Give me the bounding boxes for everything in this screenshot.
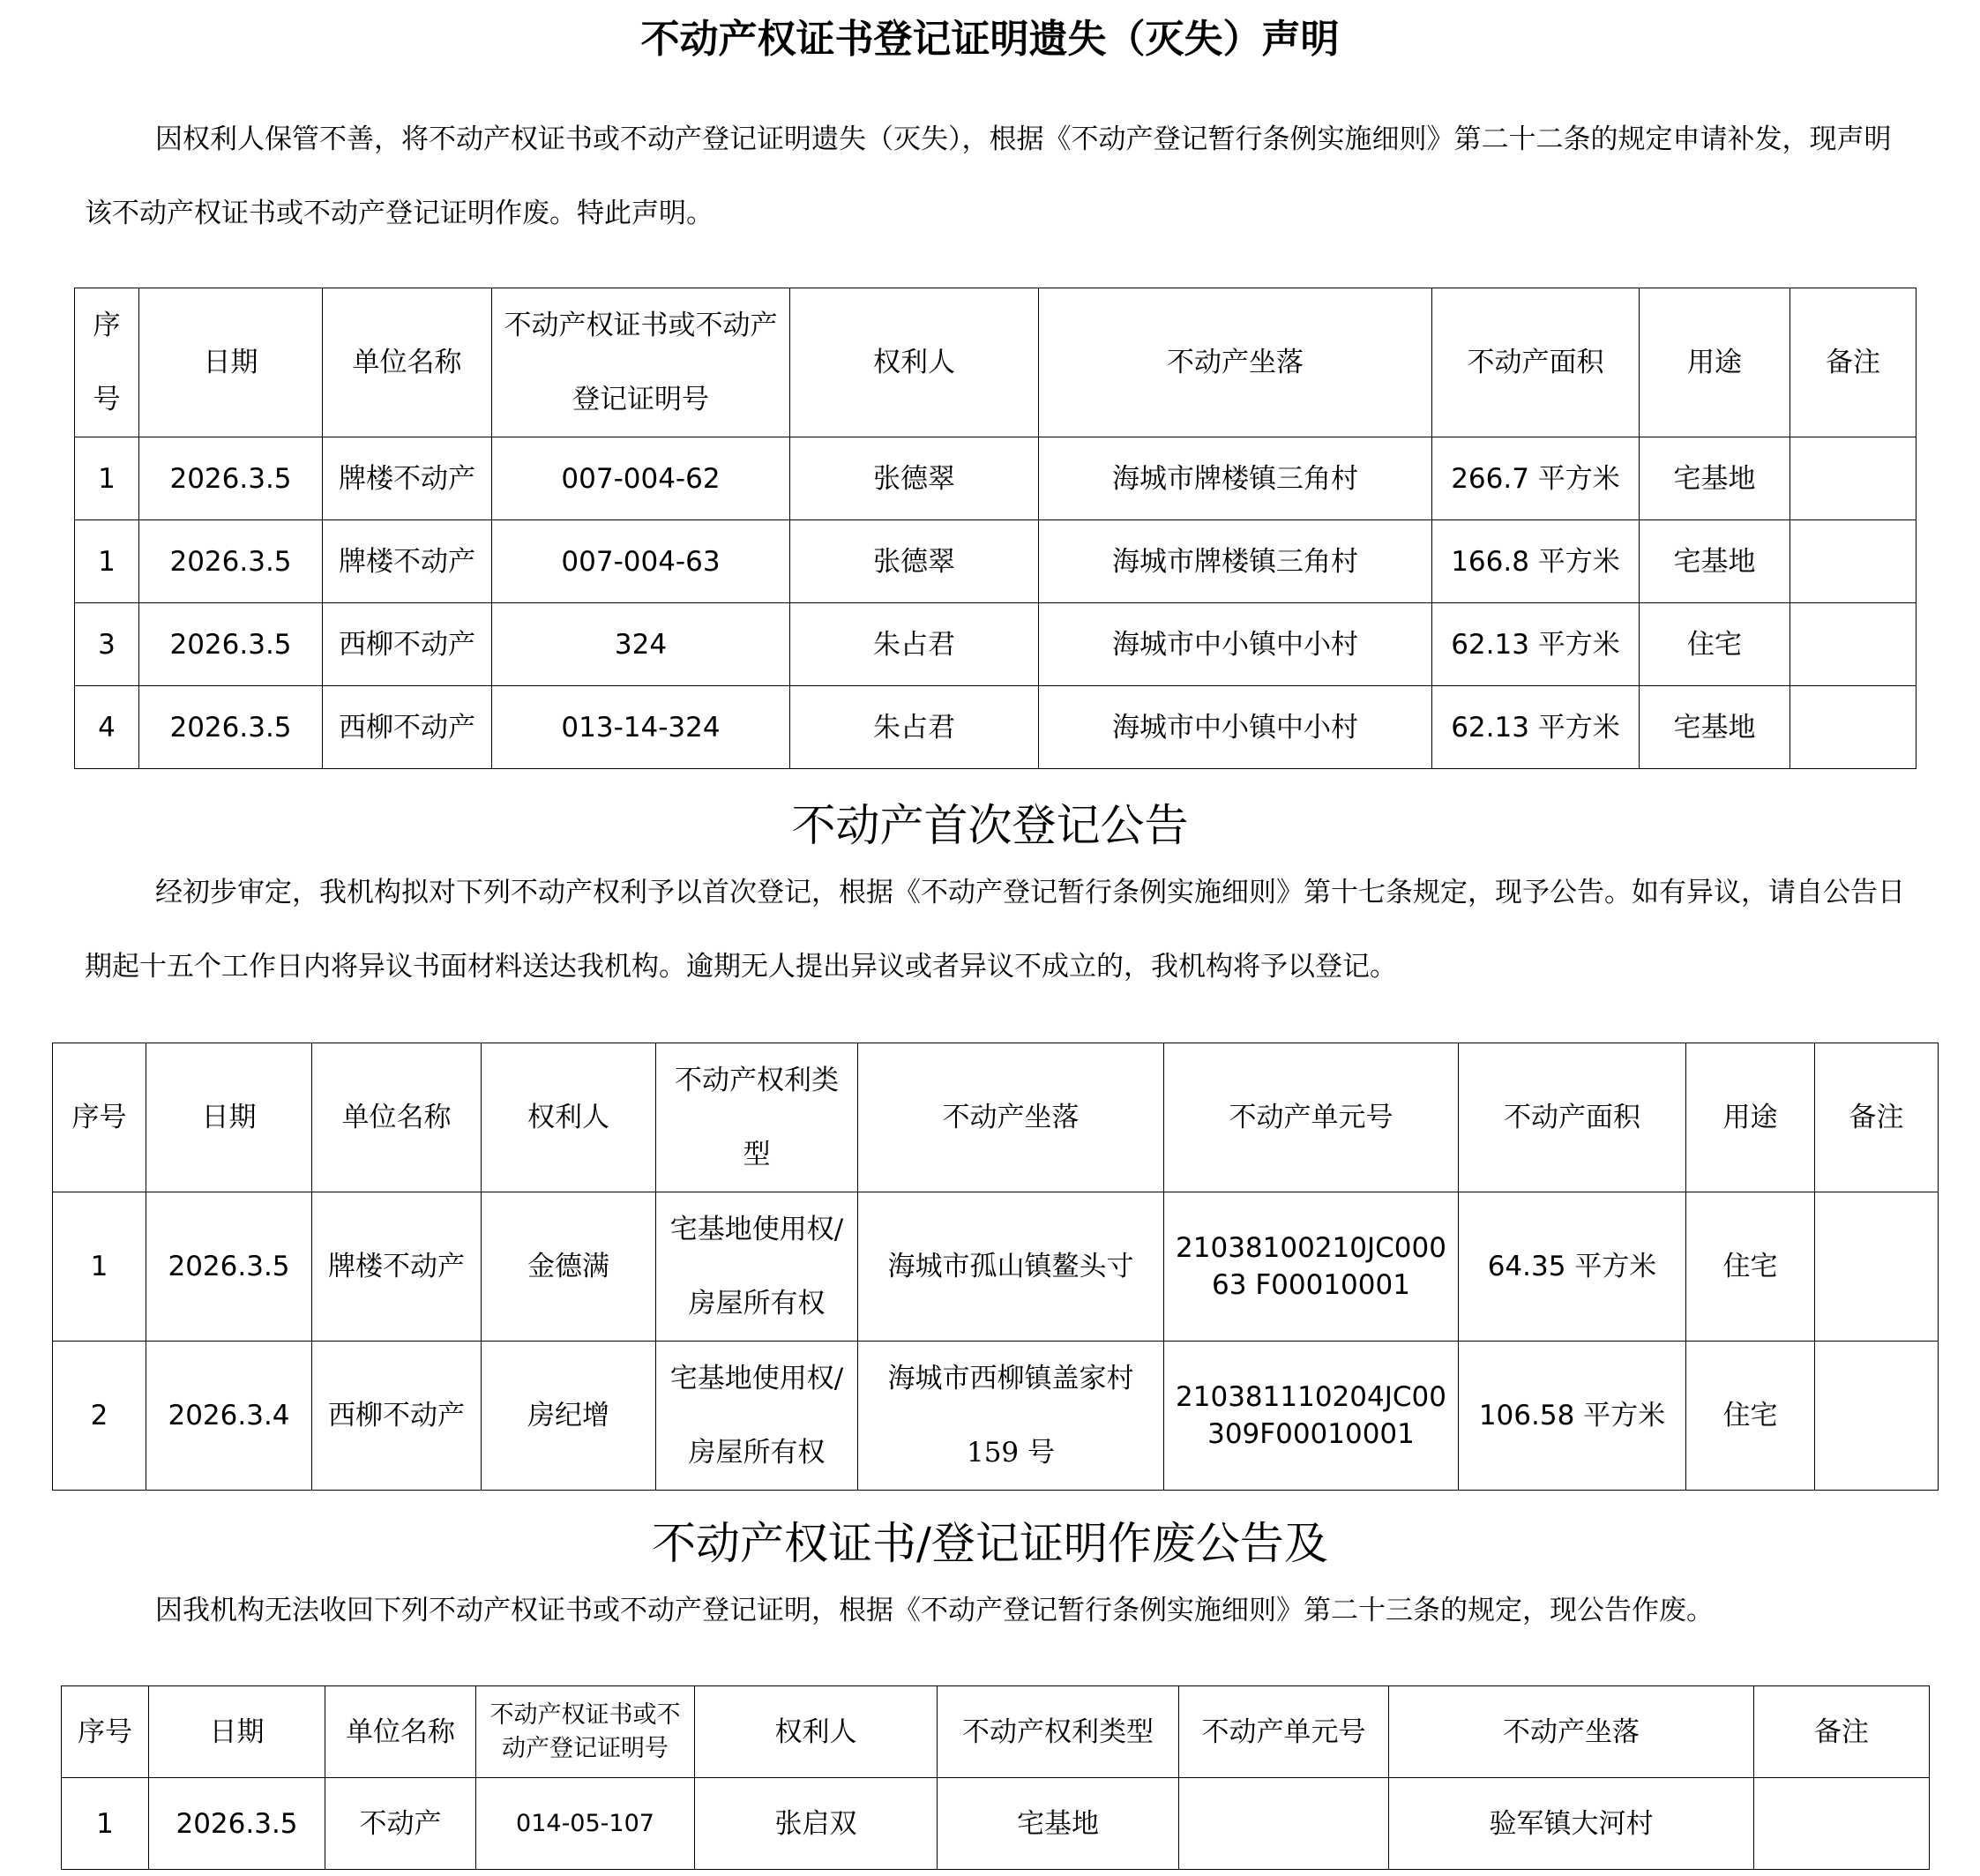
- col-header: 不动产面积: [1459, 1043, 1686, 1192]
- cell: 牌楼不动产: [323, 437, 492, 520]
- cell: 62.13 平方米: [1432, 686, 1640, 769]
- col-header: 备注: [1754, 1686, 1930, 1778]
- cell: 金德满: [482, 1192, 656, 1342]
- cell: 2026.3.5: [139, 603, 323, 686]
- table-header-row: [75, 288, 1916, 437]
- table-header-row: [62, 1686, 1930, 1778]
- cell: 牌楼不动产: [312, 1192, 482, 1342]
- cell: 宅基地使用权/房屋所有权: [656, 1342, 858, 1491]
- col-header: 不动产面积: [1432, 288, 1640, 437]
- cell: 海城市牌楼镇三角村: [1039, 520, 1432, 603]
- cell: 住宅: [1686, 1342, 1815, 1491]
- void-notice-title: 不动产权证书/登记证明作废公告及: [652, 1518, 1328, 1569]
- cell: 4: [75, 686, 139, 769]
- loss-statement-title: 不动产权证书登记证明遗失（灭失）声明: [640, 17, 1340, 62]
- cell: 西柳不动产: [312, 1342, 482, 1491]
- col-header: 不动产单元号: [1164, 1043, 1459, 1192]
- cell: 宅基地: [1640, 520, 1790, 603]
- cell: 西柳不动产: [323, 686, 492, 769]
- table-row: [75, 686, 1916, 769]
- cell: 2026.3.5: [149, 1778, 325, 1870]
- table-row: [75, 437, 1916, 520]
- col-header: 不动产权利类型: [938, 1686, 1179, 1778]
- table-row: [62, 1778, 1930, 1870]
- cell: 2026.3.4: [146, 1342, 312, 1491]
- cell: 166.8 平方米: [1432, 520, 1640, 603]
- col-header: 权利人: [790, 288, 1039, 437]
- cell: 210381110204JC00309F00010001: [1164, 1342, 1459, 1491]
- table-row: [75, 603, 1916, 686]
- cell: 海城市中小镇中小村: [1039, 603, 1432, 686]
- cell: 宅基地使用权/房屋所有权: [656, 1192, 858, 1342]
- cell: 房纪增: [482, 1342, 656, 1491]
- col-header: 权利人: [482, 1043, 656, 1192]
- loss-statement-table: [74, 288, 1916, 769]
- cell: [1790, 603, 1916, 686]
- cell: [1815, 1192, 1939, 1342]
- cell: 不动产: [325, 1778, 476, 1870]
- table-row: [53, 1342, 1939, 1491]
- cell: 住宅: [1640, 603, 1790, 686]
- cell: 张德翠: [790, 437, 1039, 520]
- col-header: 不动产坐落: [1389, 1686, 1754, 1778]
- table-row: [53, 1192, 1939, 1342]
- col-header: 不动产单元号: [1179, 1686, 1389, 1778]
- col-header: 不动产权利类型: [656, 1043, 858, 1192]
- table-row: [75, 520, 1916, 603]
- col-header: 单位名称: [325, 1686, 476, 1778]
- cell: 住宅: [1686, 1192, 1815, 1342]
- cell: 2: [53, 1342, 146, 1491]
- col-header: 单位名称: [312, 1043, 482, 1192]
- cell: 266.7 平方米: [1432, 437, 1640, 520]
- col-header: 不动产坐落: [858, 1043, 1164, 1192]
- col-header: 序 号: [75, 288, 139, 437]
- table-header-row: [53, 1043, 1939, 1192]
- cell: 牌楼不动产: [323, 520, 492, 603]
- cell: 2026.3.5: [139, 520, 323, 603]
- cell: 64.35 平方米: [1459, 1192, 1686, 1342]
- cell: [1815, 1342, 1939, 1491]
- col-header: 用途: [1640, 288, 1790, 437]
- cell: 1: [75, 520, 139, 603]
- col-header: 权利人: [695, 1686, 938, 1778]
- cell: 宅基地: [1640, 437, 1790, 520]
- cell: 014-05-107: [476, 1778, 695, 1870]
- cell: 013-14-324: [492, 686, 790, 769]
- cell: 2026.3.5: [146, 1192, 312, 1342]
- cell: 21038100210JC00063 F00010001: [1164, 1192, 1459, 1342]
- cell: 海城市西柳镇盖家村159 号: [858, 1342, 1164, 1491]
- cell: 张德翠: [790, 520, 1039, 603]
- cell: [1790, 686, 1916, 769]
- cell: 007-004-63: [492, 520, 790, 603]
- cell: 3: [75, 603, 139, 686]
- cell: 朱占君: [790, 686, 1039, 769]
- first-registration-paragraph: 经初步审定，我机构拟对下列不动产权利予以首次登记，根据《不动产登记暂行条例实施细则》第十七条规定，现予公告。如有异议，请自公告日期起十五个工作日内将异议书面材料送达我机构。逾期无人提出异议或者异议不成立的，我机构将予以登记。: [85, 877, 1905, 983]
- cell: [1179, 1778, 1389, 1870]
- cell: 007-004-62: [492, 437, 790, 520]
- col-header: 日期: [139, 288, 323, 437]
- col-header: 备注: [1790, 288, 1916, 437]
- cell: [1790, 437, 1916, 520]
- cell: [1754, 1778, 1930, 1870]
- first-registration-title: 不动产首次登记公告: [791, 800, 1189, 851]
- col-header: 用途: [1686, 1043, 1815, 1192]
- cell: [1790, 520, 1916, 603]
- col-header: 序号: [53, 1043, 146, 1192]
- col-header: 不动产权证书或不动产登记证明号: [476, 1686, 695, 1778]
- loss-statement-paragraph: 因权利人保管不善，将不动产权证书或不动产登记证明遗失（灭失），根据《不动产登记暂行条例实施细则》第二十二条的规定申请补发，现声明该不动产权证书或不动产登记证明作废。特此声明。: [85, 123, 1892, 229]
- cell: 106.58 平方米: [1459, 1342, 1686, 1491]
- cell: 朱占君: [790, 603, 1039, 686]
- cell: 西柳不动产: [323, 603, 492, 686]
- cell: 宅基地: [1640, 686, 1790, 769]
- void-notice-table: [61, 1685, 1930, 1870]
- col-header: 单位名称: [323, 288, 492, 437]
- cell: 1: [75, 437, 139, 520]
- cell: 验军镇大河村: [1389, 1778, 1754, 1870]
- cell: 2026.3.5: [139, 686, 323, 769]
- cell: 62.13 平方米: [1432, 603, 1640, 686]
- cell: 海城市牌楼镇三角村: [1039, 437, 1432, 520]
- cell: 324: [492, 603, 790, 686]
- col-header: 不动产权证书或不动产登记证明号: [492, 288, 790, 437]
- cell: 海城市孤山镇鳌头寸: [858, 1192, 1164, 1342]
- col-header: 日期: [149, 1686, 325, 1778]
- col-header: 不动产坐落: [1039, 288, 1432, 437]
- cell: 海城市中小镇中小村: [1039, 686, 1432, 769]
- col-header: 日期: [146, 1043, 312, 1192]
- col-header: 备注: [1815, 1043, 1939, 1192]
- cell: 2026.3.5: [139, 437, 323, 520]
- cell: 张启双: [695, 1778, 938, 1870]
- col-header: 序号: [62, 1686, 149, 1778]
- void-notice-paragraph: 因我机构无法收回下列不动产权证书或不动产登记证明，根据《不动产登记暂行条例实施细则》第二十三条的规定，现公告作废。: [155, 1595, 1714, 1626]
- cell: 1: [53, 1192, 146, 1342]
- cell: 1: [62, 1778, 149, 1870]
- cell: 宅基地: [938, 1778, 1179, 1870]
- first-registration-table: [52, 1043, 1939, 1491]
